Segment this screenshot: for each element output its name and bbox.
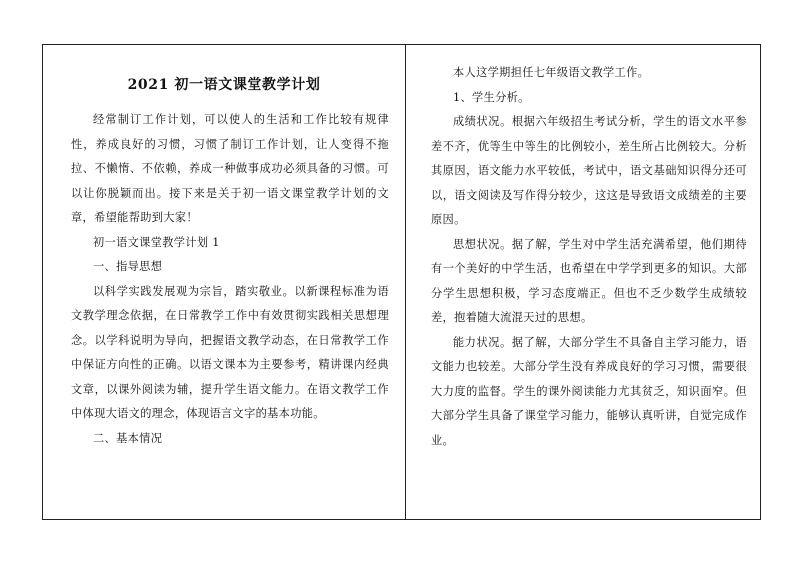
grades-paragraph: 成绩状况。根据六年级招生考试分析，学生的语文水平参差不齐，优等生中等生的比例较小，差生所占比例较大。分析其原因，语文能力水平较低，考试中，语文基础知识得分还可以，语文阅读及写作得分较少，这这是导致语文成绩差的主要原因。 xyxy=(431,115,747,226)
teaching-assignment-paragraph: 本人这学期担任七年级语文教学工作。 xyxy=(453,66,650,79)
section-heading-plan-1: 初一语文课堂教学计划 1 xyxy=(93,235,220,249)
column-divider xyxy=(405,44,406,520)
right-column xyxy=(431,61,747,453)
document-title: 2021 初一语文课堂教学计划 xyxy=(127,77,321,93)
guiding-ideas-paragraph: 以科学实践发展观为宗旨，踏实敬业。以新课程标准为语文教学理念依据，在日常教学工作中有效贯彻实践相关思想理念。以学科说明为导向，把握语文教学动态，在日常教学工作中保证方向性的正确。以语文课本为主要参考，精讲课内经典文章，以课外阅读为辅，提升学生语文能力。在语文教学工作中体现大语文的理念，体现语言文字的基本功能。 xyxy=(71,284,389,420)
left-column xyxy=(71,108,389,451)
intro-paragraph: 经常制订工作计划，可以使人的生活和工作比较有规律性，养成良好的习惯，习惯了制订工作计划，让人变得不拖拉、不懒惰、不依赖，养成一种做事成功必须具备的习惯。可以让你脱颖而出。接下来是关于初一语文课堂教学计划的文章，希望能帮助到大家！ xyxy=(71,113,389,224)
heading-guiding-ideas: 一、指导思想 xyxy=(93,260,163,273)
document-page xyxy=(42,44,761,520)
ability-paragraph: 能力状况。据了解，大部分学生不具备自主学习能力，语文能力也较差。大部分学生没有养成良好的学习习惯，需要很大力度的监督。学生的课外阅读能力尤其贫乏，知识面窄。但大部分学生具备了课堂学习能力，能够认真听讲，自觉完成作业。 xyxy=(431,335,747,447)
heading-student-analysis: 1、学生分析。 xyxy=(453,90,530,104)
heading-basic-situation: 二、基本情况 xyxy=(93,431,163,445)
thinking-paragraph: 思想状况。据了解，学生对中学生活充满希望，他们期待有一个美好的中学生活，也希望在中学学到更多的知识。大部分学生思想积极，学习态度端正。但也不乏少数学生成绩较差，抱着随大流混天过的思想。 xyxy=(431,237,747,324)
